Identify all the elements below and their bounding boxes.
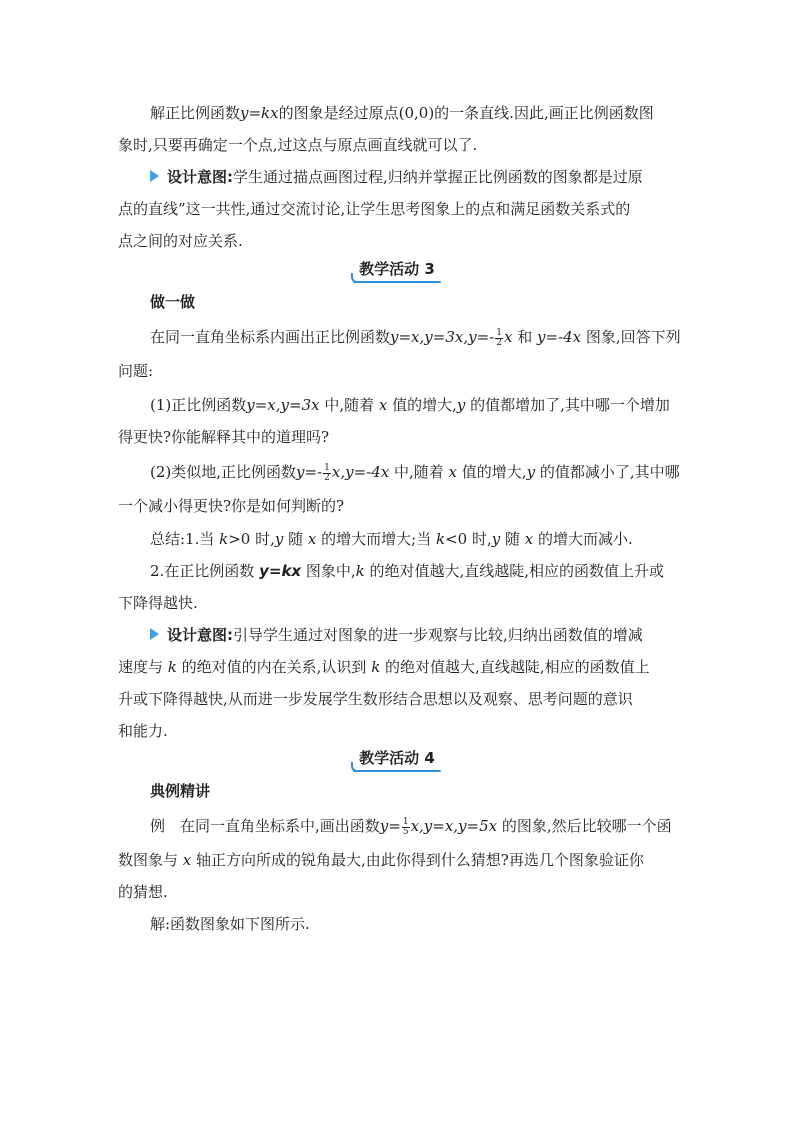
- fraction-numerator: 1: [496, 327, 502, 338]
- title-underline: [353, 281, 441, 283]
- text: 总结:1.当: [150, 530, 220, 548]
- formula: x: [378, 396, 388, 414]
- formula: x,y=x,y=5x: [410, 817, 498, 835]
- fraction-denominator: 2: [324, 472, 330, 483]
- formula: x: [448, 463, 458, 481]
- text: 值的增大,: [457, 463, 527, 481]
- text: (2)类似地,正比例函数: [150, 463, 297, 481]
- triangle-bullet-icon: [150, 628, 159, 640]
- text: 引导学生通过对图象的进一步观察与比较,归纳出函数值的增减: [233, 626, 643, 644]
- text: 的图象是经过原点(0,0)的一条直线.因此,画正比例函数图: [278, 104, 654, 122]
- text: 值的增大,: [387, 396, 457, 414]
- text: 随: [283, 530, 308, 548]
- section-title-text: 教学活动 3: [359, 260, 435, 278]
- formula: y: [526, 463, 536, 481]
- text: 解正比例函数: [150, 104, 241, 122]
- fraction-denominator: 2: [496, 337, 502, 348]
- formula: x: [307, 530, 317, 548]
- text: 的值都增加了,其中哪一个增加: [465, 396, 670, 414]
- solution-line: 解:函数图象如下图所示.: [150, 915, 310, 933]
- text: 和: [512, 328, 537, 346]
- formula: k: [435, 530, 446, 548]
- triangle-bullet-icon: [150, 170, 159, 182]
- text: 的绝对值的内在关系,认识到: [176, 658, 372, 676]
- text: 速度与: [118, 658, 168, 676]
- title-hook: [351, 762, 359, 772]
- text: 的值都减小了,其中哪: [535, 463, 680, 481]
- design-intent-1-line-3: 点之间的对应关系.: [118, 232, 243, 250]
- formula: y=: [379, 817, 401, 835]
- design-intent-1-line-2: 点的直线”这一共性,通过交流讨论,让学生思考图象上的点和满足函数关系式的: [118, 200, 631, 218]
- formula: x: [182, 851, 192, 869]
- formula: y: [456, 396, 466, 414]
- design-intent-1-line-1: [150, 166, 710, 188]
- formula: y=-4x: [536, 328, 582, 346]
- text: 图象,回答下列: [581, 328, 681, 346]
- text: 的绝对值越大,直线越陡,相应的函数值上升或: [364, 562, 665, 580]
- question-2-line-1: [150, 461, 710, 483]
- formula: k: [219, 530, 229, 548]
- formula: k: [371, 658, 381, 676]
- formula: k: [355, 562, 365, 580]
- question-2-line-2: 一个减小得更快?你是如何判断的?: [118, 497, 345, 515]
- design-intent-2-line-4: 和能力.: [118, 722, 168, 740]
- formula: y: [491, 530, 501, 548]
- text: 学生通过描点画图过程,归纳并掌握正比例函数的图象都是过原: [233, 168, 643, 186]
- formula: y=x,y=3x: [246, 396, 320, 414]
- fraction-numerator: 1: [324, 462, 330, 473]
- text: >0 时,: [228, 530, 275, 548]
- text: 数图象与: [118, 851, 183, 869]
- formula: x: [524, 530, 534, 548]
- section-title-text: 教学活动 4: [359, 749, 435, 767]
- formula: y: [274, 530, 284, 548]
- formula: x: [503, 328, 513, 346]
- text: 2.在正比例函数: [150, 562, 260, 580]
- text: 例 在同一直角坐标系中,画出函数: [150, 817, 380, 835]
- text: 中,随着: [389, 463, 449, 481]
- text: 图象中,: [301, 562, 356, 580]
- design-intent-2-line-3: 升或下降得越快,从而进一步发展学生数形结合思想以及观察、思考问题的意识: [118, 690, 633, 708]
- text: 的增大而减小.: [533, 530, 633, 548]
- fraction: [495, 329, 503, 348]
- question-1-line-2: 得更快?你能解释其中的道理吗?: [118, 428, 330, 446]
- summary-2-line-1: [150, 560, 710, 582]
- formula: k: [167, 658, 177, 676]
- example-line-2: [118, 849, 678, 871]
- text: <0 时,: [445, 530, 492, 548]
- formula: y=-: [296, 463, 323, 481]
- text: 的图象,然后比较哪一个函: [497, 817, 672, 835]
- design-intent-label: 设计意图:: [167, 626, 233, 644]
- text: 的增大而增大;当: [316, 530, 436, 548]
- summary-2-line-2: 下降得越快.: [118, 594, 198, 612]
- text: 轴正方向所成的锐角最大,由此你得到什么猜想?再选几个图象验证你: [191, 851, 644, 869]
- formula: y=x,y=3x,y=-: [390, 328, 495, 346]
- text: 在同一直角坐标系内画出正比例函数: [150, 328, 391, 346]
- activity-4-heading: 典例精讲: [150, 782, 211, 800]
- example-line-3: 的猜想.: [118, 883, 168, 901]
- question-intro-line-2: 问题:: [118, 362, 154, 380]
- design-intent-label: 设计意图:: [167, 168, 233, 186]
- title-hook: [351, 273, 359, 283]
- fraction: [402, 818, 410, 837]
- design-intent-2-line-1: [150, 624, 710, 646]
- title-underline: [353, 770, 441, 772]
- fraction-denominator: 5: [402, 826, 409, 837]
- formula: x,y=-4x: [331, 463, 390, 481]
- text: 随: [500, 530, 525, 548]
- formula: y=kx: [259, 562, 302, 580]
- fraction: [323, 464, 331, 483]
- fraction-numerator: 1: [402, 816, 409, 827]
- formula: y=kx: [240, 104, 279, 122]
- design-intent-2-line-2: [118, 656, 678, 678]
- text: 的绝对值越大,直线越陡,相应的函数值上: [380, 658, 650, 676]
- activity-3-heading: 做一做: [150, 293, 196, 311]
- activity-4-title: [0, 747, 794, 772]
- intro-line-1: [150, 102, 710, 124]
- example-line-1: [150, 815, 710, 837]
- intro-line-2: 象时,只要再确定一个点,过这点与原点画直线就可以了.: [118, 136, 478, 154]
- text: (1)正比例函数: [150, 396, 247, 414]
- question-1-line-1: [150, 394, 710, 416]
- question-intro-line-1: [150, 326, 710, 348]
- text: 中,随着: [319, 396, 379, 414]
- summary-1: [150, 528, 710, 550]
- activity-3-title: [0, 258, 794, 283]
